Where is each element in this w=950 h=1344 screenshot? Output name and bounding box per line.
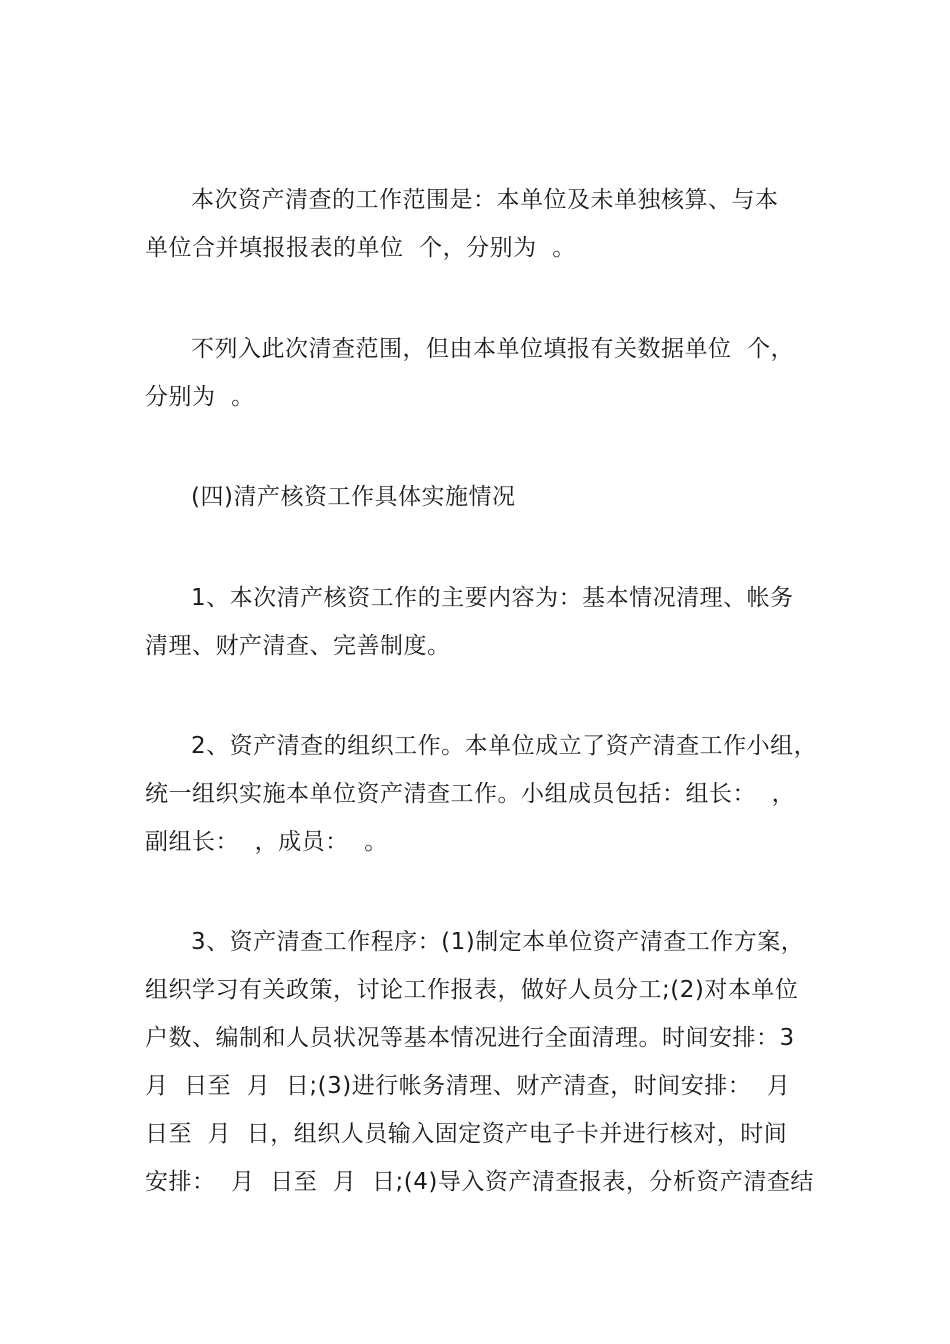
- text-line: 统一组织实施本单位资产清查工作。小组成员包括：组长： ，: [145, 781, 796, 807]
- text-line: 单位合并填报报表的单位 个，分别为 。: [145, 235, 576, 261]
- text-line: 本次资产清查的工作范围是：本单位及未单独核算、与本: [191, 187, 779, 213]
- paragraph-scope: [145, 176, 825, 272]
- text-line: 组织学习有关政策，讨论工作报表，做好人员分工;(2)对本单位: [145, 977, 799, 1003]
- text-line: 户数、编制和人员状况等基本情况进行全面清理。时间安排：3: [145, 1025, 795, 1051]
- paragraph-organization: [145, 722, 825, 866]
- text-line: 2、资产清查的组织工作。本单位成立了资产清查工作小组，: [191, 733, 818, 759]
- paragraph-excluded-units: [145, 325, 825, 421]
- section-heading-implementation: [145, 473, 825, 521]
- text-line: 副组长： ，成员： 。: [145, 829, 388, 855]
- text-line: 月 日至 月 日;(3)进行帐务清理、财产清查，时间安排： 月: [145, 1073, 791, 1099]
- text-line: 不列入此次清查范围，但由本单位填报有关数据单位 个，: [191, 336, 795, 362]
- text-line: 3、资产清查工作程序：(1)制定本单位资产清查工作方案，: [191, 929, 805, 955]
- text-line: (四)清产核资工作具体实施情况: [191, 484, 516, 510]
- text-line: 1、本次清产核资工作的主要内容为：基本情况清理、帐务: [191, 585, 794, 611]
- text-line: 安排： 月 日至 月 日;(4)导入资产清查报表，分析资产清查结: [145, 1169, 814, 1195]
- text-line: 清理、财产清查、完善制度。: [145, 633, 451, 659]
- paragraph-procedure: [145, 918, 825, 1206]
- text-line: 分别为 。: [145, 384, 255, 410]
- paragraph-main-content: [145, 574, 825, 670]
- text-line: 日至 月 日，组织人员输入固定资产电子卡并进行核对，时间: [145, 1121, 788, 1147]
